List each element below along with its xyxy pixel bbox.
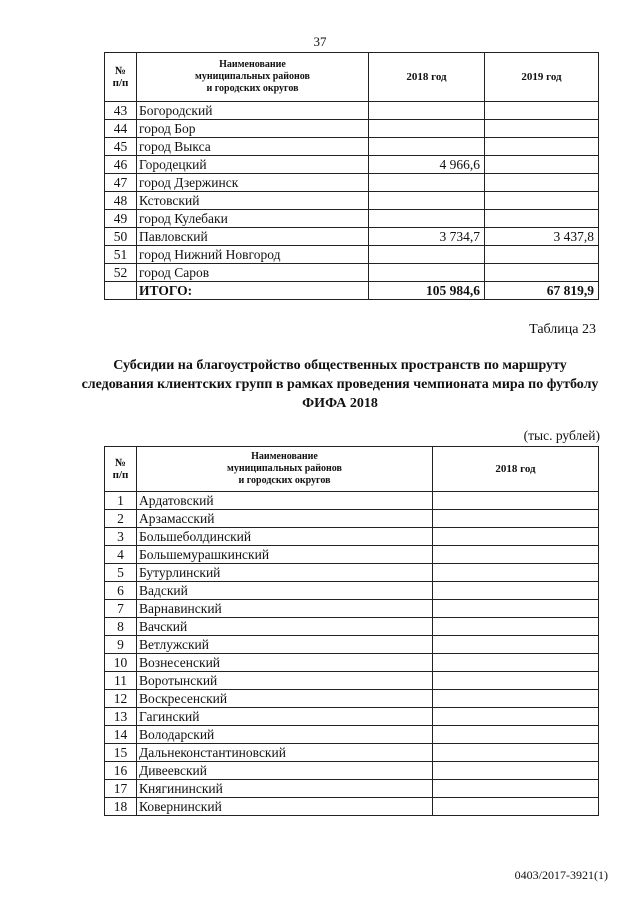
row-value-2018 xyxy=(369,138,485,156)
row-name: Воскресенский xyxy=(137,690,433,708)
row-number: 51 xyxy=(105,246,137,264)
row-value-2019 xyxy=(485,102,599,120)
table-row xyxy=(105,582,599,600)
row-value-2018 xyxy=(369,120,485,138)
row-value-2018 xyxy=(433,672,599,690)
row-number: 13 xyxy=(105,708,137,726)
row-name: Богородский xyxy=(137,102,369,120)
page-number: 37 xyxy=(313,34,327,49)
row-name: город Дзержинск xyxy=(137,174,369,192)
table-row xyxy=(105,546,599,564)
row-value-2019 xyxy=(485,264,599,282)
table-title: Субсидии на благоустройство общественных пространств по маршруту следования клиентских групп в рамках проведения чемпионата мира по футболу ФИФА 2018 xyxy=(81,358,599,411)
row-name: Вадский xyxy=(137,582,433,600)
table-row xyxy=(105,492,599,510)
row-value-2018: 3 734,7 xyxy=(369,228,485,246)
row-number: 47 xyxy=(105,174,137,192)
table-row xyxy=(105,798,599,816)
table-row xyxy=(105,246,599,264)
total-2019: 67 819,9 xyxy=(485,282,599,300)
row-value-2018 xyxy=(433,780,599,798)
table-row xyxy=(105,564,599,582)
table-row xyxy=(105,210,599,228)
header-num: № п/п xyxy=(105,447,137,492)
row-number: 14 xyxy=(105,726,137,744)
row-value-2019 xyxy=(485,210,599,228)
row-name: Дивеевский xyxy=(137,762,433,780)
row-value-2018 xyxy=(433,528,599,546)
row-name: Гагинский xyxy=(137,708,433,726)
table-row xyxy=(105,138,599,156)
row-value-2018 xyxy=(433,564,599,582)
row-value-2018: 4 966,6 xyxy=(369,156,485,174)
row-number: 50 xyxy=(105,228,137,246)
row-value-2019 xyxy=(485,246,599,264)
table-row xyxy=(105,600,599,618)
row-value-2018 xyxy=(433,546,599,564)
row-value-2019 xyxy=(485,174,599,192)
row-value-2018 xyxy=(369,210,485,228)
row-value-2019 xyxy=(485,192,599,210)
row-number: 6 xyxy=(105,582,137,600)
table-row xyxy=(105,726,599,744)
table-row xyxy=(105,102,599,120)
row-number: 3 xyxy=(105,528,137,546)
row-value-2018 xyxy=(369,246,485,264)
document-code: 0403/2017-3921(1) xyxy=(514,868,608,882)
table-row xyxy=(105,264,599,282)
table-row xyxy=(105,690,599,708)
table-header-row xyxy=(105,53,599,102)
table-row xyxy=(105,228,599,246)
row-name: Ветлужский xyxy=(137,636,433,654)
fifa-subsidy-table xyxy=(104,446,599,816)
row-number: 2 xyxy=(105,510,137,528)
header-2018: 2018 год xyxy=(433,447,599,492)
header-num: № п/п xyxy=(105,53,137,102)
row-number: 12 xyxy=(105,690,137,708)
row-name: Княгининский xyxy=(137,780,433,798)
row-number: 11 xyxy=(105,672,137,690)
header-2018: 2018 год xyxy=(369,53,485,102)
row-value-2018 xyxy=(433,744,599,762)
row-name: Вачский xyxy=(137,618,433,636)
row-value-2018 xyxy=(433,726,599,744)
row-value-2018 xyxy=(433,618,599,636)
table-row xyxy=(105,708,599,726)
total-2018: 105 984,6 xyxy=(369,282,485,300)
row-value-2019: 3 437,8 xyxy=(485,228,599,246)
row-number: 44 xyxy=(105,120,137,138)
row-name: город Выкса xyxy=(137,138,369,156)
row-number: 7 xyxy=(105,600,137,618)
table-row xyxy=(105,120,599,138)
row-value-2019 xyxy=(485,120,599,138)
row-number: 15 xyxy=(105,744,137,762)
row-number: 45 xyxy=(105,138,137,156)
row-value-2018 xyxy=(369,102,485,120)
row-name: Воротынский xyxy=(137,672,433,690)
header-2019: 2019 год xyxy=(485,53,599,102)
row-name: город Кулебаки xyxy=(137,210,369,228)
row-value-2018 xyxy=(369,264,485,282)
header-name: Наименование муниципальных районов и городских округов xyxy=(137,53,369,102)
row-value-2018 xyxy=(369,174,485,192)
table-header-row xyxy=(105,447,599,492)
row-value-2018 xyxy=(369,192,485,210)
row-number: 9 xyxy=(105,636,137,654)
row-value-2018 xyxy=(433,600,599,618)
row-value-2018 xyxy=(433,690,599,708)
row-value-2018 xyxy=(433,510,599,528)
table-caption: Таблица 23 xyxy=(529,322,596,337)
row-value-2019 xyxy=(485,138,599,156)
total-label: ИТОГО: xyxy=(137,282,369,300)
row-name: Городецкий xyxy=(137,156,369,174)
row-name: Павловский xyxy=(137,228,369,246)
table-row xyxy=(105,510,599,528)
row-name: Большемурашкинский xyxy=(137,546,433,564)
row-value-2018 xyxy=(433,762,599,780)
row-value-2019 xyxy=(485,156,599,174)
row-number: 46 xyxy=(105,156,137,174)
row-name: Ковернинский xyxy=(137,798,433,816)
row-number: 49 xyxy=(105,210,137,228)
row-number: 18 xyxy=(105,798,137,816)
row-value-2018 xyxy=(433,798,599,816)
row-name: Варнавинский xyxy=(137,600,433,618)
table-row xyxy=(105,672,599,690)
row-name: Ардатовский xyxy=(137,492,433,510)
row-number: 4 xyxy=(105,546,137,564)
units-note: (тыс. рублей) xyxy=(523,428,600,443)
table-row xyxy=(105,654,599,672)
row-number: 8 xyxy=(105,618,137,636)
row-number: 16 xyxy=(105,762,137,780)
row-number: 43 xyxy=(105,102,137,120)
row-value-2018 xyxy=(433,654,599,672)
row-name: город Бор xyxy=(137,120,369,138)
table-row xyxy=(105,636,599,654)
row-number: 10 xyxy=(105,654,137,672)
row-number: 48 xyxy=(105,192,137,210)
table-row xyxy=(105,156,599,174)
row-value-2018 xyxy=(433,492,599,510)
row-name: Вознесенский xyxy=(137,654,433,672)
row-number: 1 xyxy=(105,492,137,510)
total-row xyxy=(105,282,599,300)
table-row xyxy=(105,528,599,546)
row-name: Дальнеконстантиновский xyxy=(137,744,433,762)
total-num-cell xyxy=(105,282,137,300)
row-number: 52 xyxy=(105,264,137,282)
row-name: Володарский xyxy=(137,726,433,744)
subsidy-table-continued xyxy=(104,52,599,300)
row-name: Арзамасский xyxy=(137,510,433,528)
row-name: город Нижний Новгород xyxy=(137,246,369,264)
row-name: Бутурлинский xyxy=(137,564,433,582)
row-name: Большеболдинский xyxy=(137,528,433,546)
header-name: Наименование муниципальных районов и городских округов xyxy=(137,447,433,492)
row-value-2018 xyxy=(433,708,599,726)
table-row xyxy=(105,780,599,798)
table-row xyxy=(105,174,599,192)
row-number: 17 xyxy=(105,780,137,798)
table-row xyxy=(105,744,599,762)
table-row xyxy=(105,762,599,780)
row-value-2018 xyxy=(433,582,599,600)
row-name: Кстовский xyxy=(137,192,369,210)
table-row xyxy=(105,618,599,636)
table-row xyxy=(105,192,599,210)
row-name: город Саров xyxy=(137,264,369,282)
row-number: 5 xyxy=(105,564,137,582)
row-value-2018 xyxy=(433,636,599,654)
